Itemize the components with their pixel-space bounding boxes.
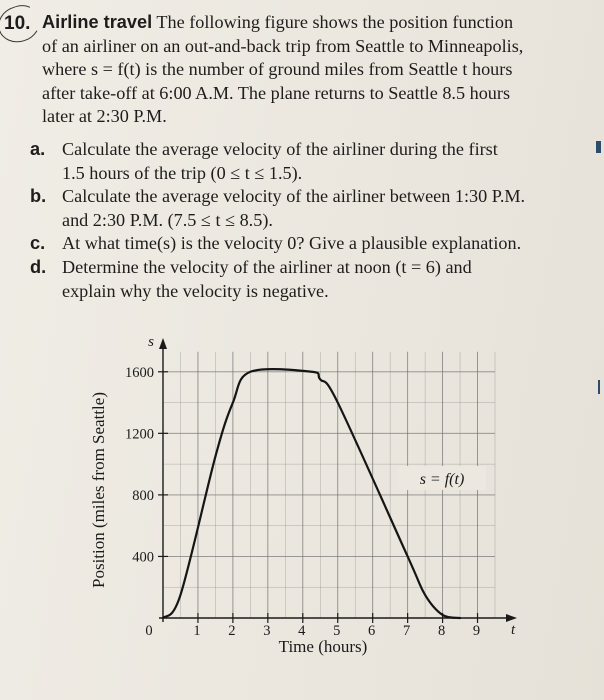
intro-line: later at 2:30 P.M. (42, 106, 167, 126)
x-tick-label: 1 (193, 623, 201, 639)
x-tick-label: 4 (298, 623, 306, 639)
x-axis-label: Time (hours) (278, 637, 368, 656)
y-tick-label: 400 (132, 549, 154, 566)
part-letter: a. (30, 139, 46, 159)
curve-label: s = f(t) (419, 471, 465, 488)
x-tick-label: 7 (403, 623, 411, 639)
intro-line: of an airliner on an out-and-back trip from Seattle to Minneapolis, (42, 35, 524, 56)
y-axis-symbol: s (148, 334, 154, 350)
page-edge-mark (598, 380, 600, 394)
part-line: 1.5 hours of the trip (0 ≤ t ≤ 1.5). (62, 162, 303, 183)
part-line: At what time(s) is the velocity 0? Give a plausible explanation. (62, 233, 522, 253)
y-tick-label: 1600 (125, 364, 154, 381)
x-axis-arrow (506, 614, 517, 622)
part-line: Calculate the average velocity of the airliner between 1:30 P.M. (62, 186, 526, 206)
x-tick-label: 3 (263, 623, 271, 639)
intro-line: after take-off at 6:00 A.M. The plane returns to Seattle 8.5 hours (42, 82, 511, 103)
x-tick-label: 8 (437, 623, 446, 639)
problem-title: Airline travel (42, 12, 153, 32)
x-tick-label: 9 (472, 623, 481, 639)
y-tick-label: 800 (132, 487, 154, 504)
part-line: explain why the velocity is negative. (62, 280, 329, 301)
curve-layer (163, 369, 460, 618)
x-axis-symbol: t (511, 622, 516, 638)
x-tick-label: 0 (145, 623, 153, 639)
intro-line: The following figure shows the position function (152, 12, 514, 32)
part-line: Calculate the average velocity of the airliner during the first (62, 139, 498, 159)
intro-line: where s = f(t) is the number of ground miles from Seattle t hours (42, 59, 513, 79)
part-line: Determine the velocity of the airliner at noon (t = 6) and (62, 257, 472, 277)
problem-number: 10. (4, 13, 31, 34)
y-tick-label: 1200 (125, 426, 154, 443)
part-letter: b. (30, 186, 47, 206)
part-line: and 2:30 P.M. (7.5 ≤ t ≤ 8.5). (62, 209, 273, 230)
x-tick-label: 5 (333, 623, 341, 639)
y-axis-label: Position (miles from Seattle) (89, 392, 108, 588)
x-tick-label: 6 (368, 623, 376, 639)
page-edge-mark (596, 141, 601, 153)
position-curve (163, 369, 460, 618)
x-tick-label: 2 (228, 623, 236, 639)
part-letter: c. (30, 233, 46, 253)
y-axis-arrow (159, 338, 167, 349)
part-letter: d. (30, 257, 47, 277)
